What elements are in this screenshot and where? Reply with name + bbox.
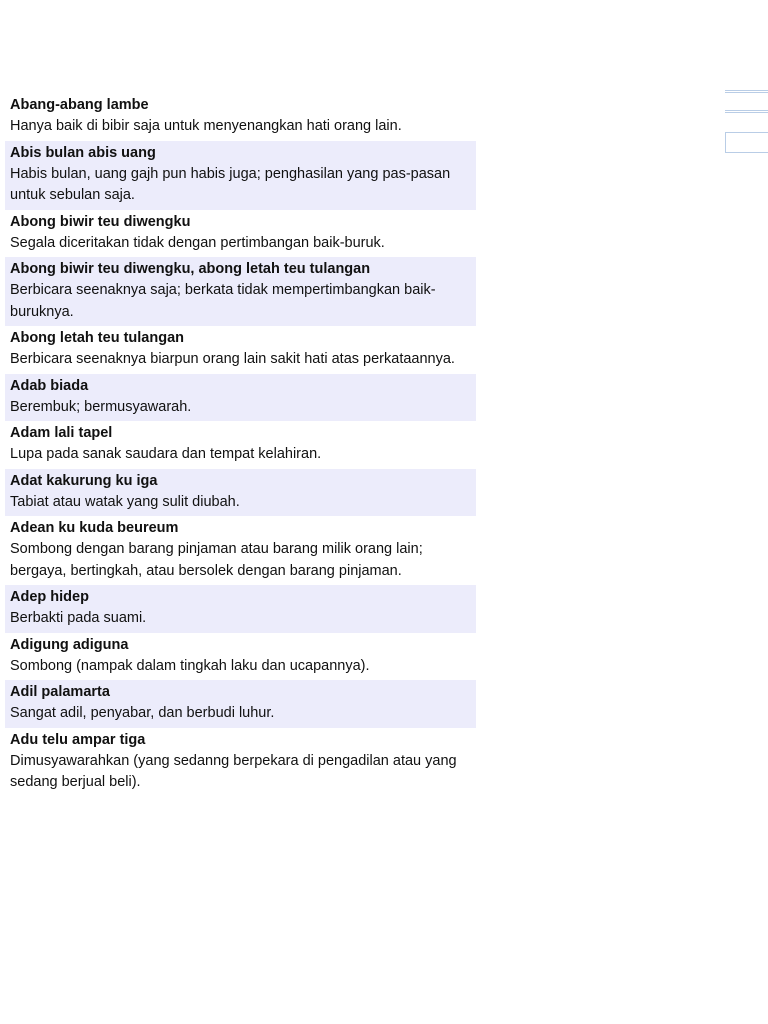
entry-definition: Habis bulan, uang gajh pun habis juga; penghasilan yang pas-pasan untuk sebulan saja. <box>10 165 451 203</box>
proverb-list <box>5 93 476 797</box>
list-item <box>5 633 476 681</box>
side-decoration <box>725 88 768 158</box>
entry-term: Adean ku kuda beureum <box>10 520 179 536</box>
divider <box>725 90 768 93</box>
entry-definition: Sombong (nampak dalam tingkah laku dan ucapannya). <box>10 657 370 674</box>
entry-term: Abong biwir teu diwengku <box>10 213 191 230</box>
entry-definition: Sangat adil, penyabar, dan berbudi luhur. <box>10 705 275 721</box>
entry-term: Adep hidep <box>10 589 89 605</box>
list-item <box>5 421 476 469</box>
entry-term: Abis bulan abis uang <box>10 144 156 161</box>
divider <box>725 110 768 113</box>
list-item <box>5 680 476 728</box>
entry-term: Adab biada <box>10 377 89 394</box>
entry-term: Adat kakurung ku iga <box>10 472 158 489</box>
entry-definition: Dimusyawarahkan (yang sedanng berpekara di pengadilan atau yang sedang berjual beli). <box>10 752 457 790</box>
list-item <box>5 257 476 326</box>
entry-definition: Tabiat atau watak yang sulit diubah. <box>10 493 240 510</box>
list-item <box>5 516 476 585</box>
list-item <box>5 326 476 374</box>
entry-term: Abong biwir teu diwengku, abong letah teu tulangan <box>10 261 371 277</box>
entry-definition: Berbakti pada suami. <box>10 610 147 626</box>
entry-term: Adu telu ampar tiga <box>10 731 146 748</box>
entry-definition: Berbicara seenaknya biarpun orang lain sakit hati atas perkataannya. <box>10 351 455 367</box>
entry-term: Adil palamarta <box>10 684 110 700</box>
list-item <box>5 141 476 210</box>
entry-term: Abang-abang lambe <box>10 97 149 113</box>
entry-term: Abong letah teu tulangan <box>10 330 184 346</box>
entry-definition: Segala diceritakan tidak dengan pertimbangan baik-buruk. <box>10 234 385 251</box>
list-item <box>5 469 476 517</box>
list-item <box>5 93 476 141</box>
list-item <box>5 374 476 422</box>
list-item <box>5 728 476 797</box>
entry-definition: Berembuk; bermusyawarah. <box>10 398 192 415</box>
entry-term: Adigung adiguna <box>10 636 129 653</box>
entry-definition: Sombong dengan barang pinjaman atau barang milik orang lain; bergaya, bertingkah, atau bersolek dengan barang pinjaman. <box>10 541 423 579</box>
side-box-outline <box>725 132 768 153</box>
entry-definition: Hanya baik di bibir saja untuk menyenangkan hati orang lain. <box>10 118 402 134</box>
entry-definition: Lupa pada sanak saudara dan tempat kelahiran. <box>10 446 322 462</box>
list-item <box>5 210 476 258</box>
list-item <box>5 585 476 633</box>
entry-definition: Berbicara seenaknya saja; berkata tidak mempertimbangkan baik-buruknya. <box>10 282 436 320</box>
entry-term: Adam lali tapel <box>10 425 113 441</box>
